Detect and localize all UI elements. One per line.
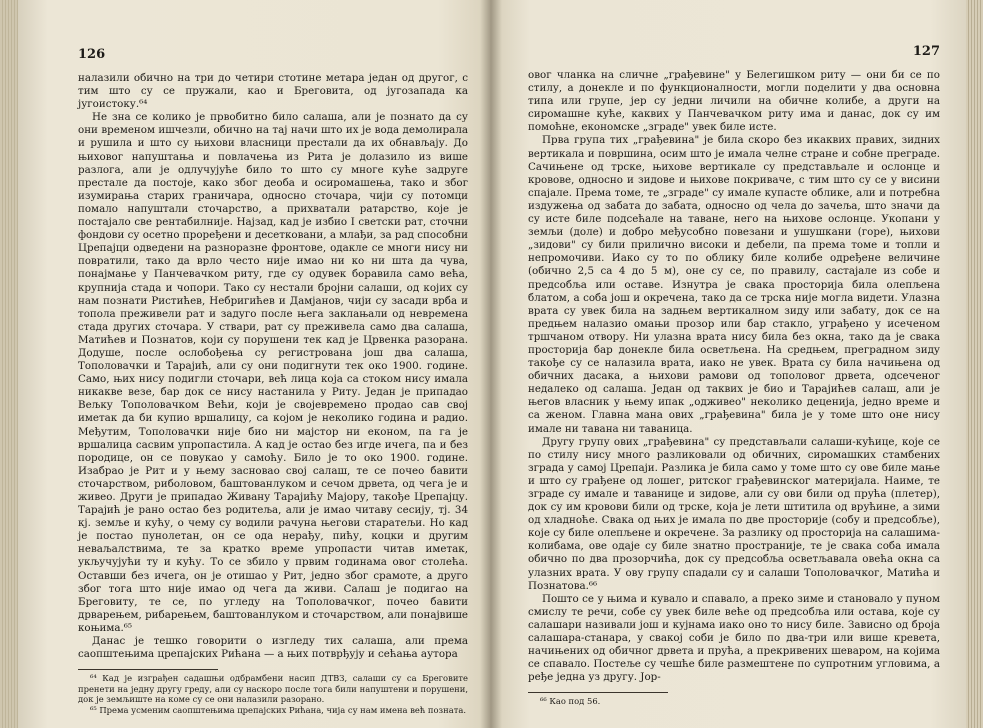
- left-footnote-65: ⁶⁵ Према усменим саопштењима црепајских Рићана, чија су нам имена већ позната.: [90, 705, 466, 715]
- right-paragraph-1: овог чланка на сличне „грађевине" у Белегишком риту — они би се по стилу, а донекле и по функционалности, могли поделити у два основна типа или групе, јер су једни личили на обичне колибе, а други на сиромашне куће, каквих у Панчевачком риту има и данас, док су им помоћне, економске „зграде" увек биле исте.: [528, 69, 940, 134]
- right-page-body: [528, 69, 940, 684]
- left-paragraph-2: Не зна се колико је првобитно било салаша, али је познато да су они временом ишчезли, обично на тај начи што их је вода демолирала и рушила и што су њихови власници престали да их обнављају. До њиховог напуштања и повлачења из Рита је долазило из више разлога, али је одлучујуће било то што су многе куће задруге престале да постоје, како због деоба и осиромашења, тако и због изумирања старих граничара, односно сточара, чији су потомци помало напуштали сточарство, а прихватали ратарство, које је постајало све рентабилније. Најзад, кад је избио I светски рат, сточни фондови су осетно проређени и десетковани, а млађи, за рад способни Црепајци одведени на разноразне фронтове, одакле се многи нису ни повратили, тако да врло често није имао ни ко ни шта да чува, понајмање у Панчевачком риту, где су одувек боравила само већа, крупнија стада и чопори. Тако су нестали бројни салаши, од којих су нам познати Ристићев, Небригићев и Дамјанов, чији су засади врба и топола преживели рат и задуго после њега заклањали од невремена стада других сточара. У ствари, рат су преживела само два салаша, Матићев и Познатов, који су порушени тек кад је Црвенка разорана. Додуше, после ослобођења су регистрована још два салаша, Тополовачки и Тарајић, али су они подигнути тек око 1900. године. Само, њих нису подигли сточари, већ лица која са стоком нису имала никакве везе, бар док се нису настанила у Риту. Један је припадао Вељку Тополовачком Већи, који је својевремено продао сав свој иметак да би купио вршалицу, са којом је неколико година и радио. Међутим, Тополовачки није био ни мајстор ни економ, па га је вршалица сасвим упропастила. А кад је остао без игде ичега, па и без породице, он се повукао у самоћу. Било је то око 1900. године. Изабрао је Рит и у њему засновао свој салаш, те се почео бавити сточарством, риболовом, баштованлуком и сечом дрвета, од чега је и живео. Други је припадао Живану Тарајићу Мајору, такође Црепајцу. Тарајић је рано остао без родитеља, али је имао читаву сесију, тј. 34 кј. земље и кућу, о чему су водили рачуна његови старатељи. Но кад је постао пунолетан, он се ода нерађу, пићу, коцки и другим неваљалствима, те за кратко време упропасти читав иметак, укључујући ту и кућу. То се збило у првим годинама овог столећа. Оставши без ичега, он је отишао у Рит, једно због срамоте, а друго због тога што није имао од чега да живи. Салаш је подигао на Бреговиту, те се, по угледу на Тополовачког, почео бавити дрварењем, рибарењем, баштованлуком и сточарством, али понајвише коњима.⁶⁵: [78, 111, 468, 634]
- left-page-number: 126: [78, 47, 106, 62]
- left-paragraph-1: налазили обично на три до четири стотине метара један од другог, с тим што су се пружали, као и Бреговита, од југозапада ка југоистоку.⁶⁴: [78, 72, 468, 111]
- right-footnotes: [528, 696, 940, 707]
- right-paragraph-2: Прва група тих „грађевина" је била скоро без икаквих правих, зидних вертикала и површина, осим што је имала челне стране и собне преграде. Сачињене од трске, њихове вертикале су представљале и ослонце и кровове, односно и зидове и њихове покриваче, с тим што су се у висини спајале. Према томе, те „зграде" су имале купасте облике, али и потребна издужења од забата до забата, односно од чела до зачеља, што значи да су исте биле подсећале на таване, него на њихове ослонце. Укопани у земљи (доле) и добро међусобно повезани и ушушкани (горе), њихови „зидови" су били прилично високи и дебели, па према томе и топли и непромочиви. Иако су то по облику биле колибе одређене величине (обично 2,5 са 4 до 5 м), оне су се, по правилу, састајале из собе и предсобља или оставе. Изнутра је свака просторија била олепљена блатом, а соба још и окречена, тако да се трска није могла видети. Улазна врата су увек била на задњем вертикалном зиду или забату, док се на предњем налазио омањи прозор или бар стакло, уграђено у исеченом тршчаном отвору. Ни улазна врата нису била без окна, тако да је свака просторија бар донекле била осветљена. На средњем, преградном зиду такође су се налазила врата, иако не увек. Врата су била начињена од обичних дасака, а њихови рамови од тополовог дрвета, одсеченог недалеко од салаша. Један од таквих је био и Тарајићев салаш, али је његов власник у њему ипак „одживео" неколико деценија, једно време и са женом. Главна мана ових „грађевина" била је у томе што оне нису имале ни тавана ни таваница.: [528, 134, 940, 435]
- left-page: [18, 0, 490, 728]
- right-page: [490, 0, 966, 728]
- right-footnote-66: ⁶⁶ Као под 56.: [540, 696, 601, 707]
- right-paragraph-4: Пошто се у њима и кувало и спавало, а преко зиме и становало у пуном смислу те речи, собе су увек биле веће од предсобља или остава, које су салашари називали још и кујнама иако оно то нису биле. Зависно од броја салашара-станара, у свакој соби је било по два-три или више кревета, начињених од обичног дрвета и прућа, а прекривених шеваром, на којима се спавало. Постеље су чешће биле размештене по супротним угловима, а ређе једна уз другу. Јор-: [528, 592, 940, 684]
- right-paragraph-3: Другу групу ових „грађевина" су представљали салаши-кућице, које се по стилу нису много разликовали од обичних, сиромашких стамбених зграда у самој Црепаји. Разлика је била само у томе што су ове биле мање и што су грађене од лошег, ритског грађевинског материјала. Наиме, те зграде су имале и таванице и зидове, али су ови били од прућа (плетер), док су им кровови били од трске, која је лети штитила од врућине, а зими од хладноће. Свака од њих је имала по две просторије (собу и предсобље), које су биле олепљене и окречене. За разлику од просторија на салашима-колибама, ове одаје су биле знатно пространије, те је свака соба имала обично по два прозорчића, док су предсобља осветљавала овећа окна са улазних врата. У ову групу спадали су и салаши Тополовачког, Матића и Познатова.⁶⁶: [528, 435, 940, 592]
- book-gutter: [480, 0, 502, 728]
- left-page-body: [78, 72, 468, 661]
- left-paragraph-3: Данас је тешко говорити о изгледу тих салаша, али према саопштењима црепајских Рићана — а њих потврђују и сећања аутора: [78, 635, 468, 661]
- left-footnote-64: ⁶⁴ Кад је изграђен садашњи одбрамбени насип ДТВЗ, салаши су са Бреговите пренети на једну другу греду, али су наскоро после тога били напуштени и порушени, док је земљиште на коме су се они налазили разорано.: [78, 673, 468, 705]
- right-page-number: 127: [912, 44, 940, 59]
- right-page-edges: [966, 0, 983, 728]
- left-footnotes: [78, 673, 468, 715]
- left-page-edges: [0, 0, 18, 728]
